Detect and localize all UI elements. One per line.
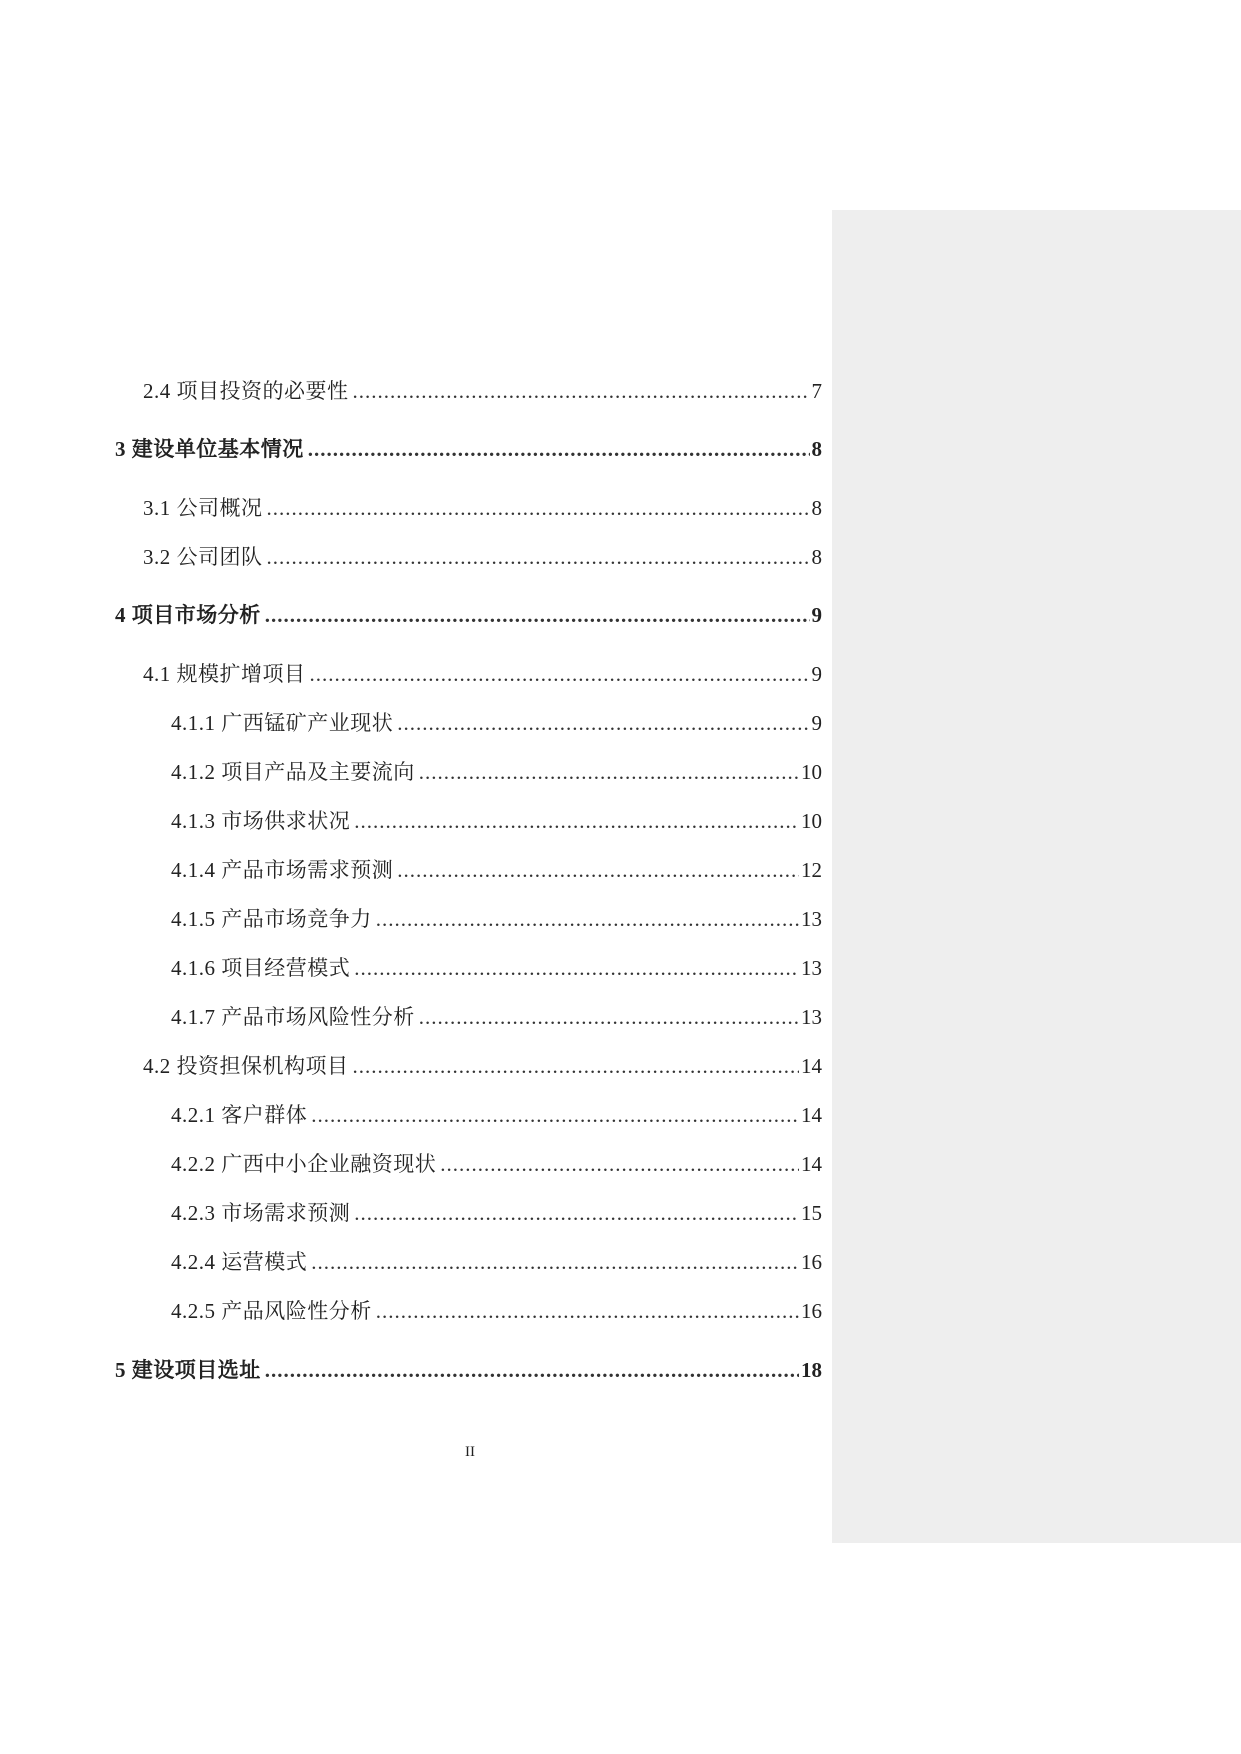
toc-entry-label: 4.2.1 客户群体 bbox=[171, 1103, 308, 1127]
toc-entry-label: 4.2.3 市场需求预测 bbox=[171, 1201, 351, 1225]
toc-entry-4-2-5[interactable] bbox=[0, 1290, 822, 1324]
toc-entry-label: 4.1.5 产品市场竞争力 bbox=[171, 907, 372, 931]
toc-entry-page: 8 bbox=[811, 437, 822, 461]
toc-entry-page: 13 bbox=[801, 907, 822, 931]
toc-entry-4-1-7[interactable] bbox=[0, 996, 822, 1030]
toc-dot-leader bbox=[397, 857, 799, 883]
toc-entry-2-4[interactable] bbox=[0, 370, 822, 404]
toc-entry-3[interactable] bbox=[0, 428, 822, 462]
toc-dot-leader bbox=[419, 759, 799, 785]
toc-entry-label: 4.1.6 项目经营模式 bbox=[171, 956, 351, 980]
toc-entry-4[interactable] bbox=[0, 594, 822, 628]
toc-entry-label: 4.1.3 市场供求状况 bbox=[171, 809, 351, 833]
toc-dot-leader bbox=[440, 1151, 799, 1177]
toc-entry-page: 9 bbox=[811, 711, 822, 735]
toc-entry-page: 8 bbox=[811, 496, 822, 520]
toc-entry-4-2-3[interactable] bbox=[0, 1192, 822, 1226]
toc-entry-page: 8 bbox=[811, 545, 822, 569]
toc-dot-leader bbox=[267, 495, 810, 521]
toc-entry-label: 4.2.4 运营模式 bbox=[171, 1250, 308, 1274]
toc-dot-leader bbox=[265, 1357, 799, 1383]
toc-entry-4-1-6[interactable] bbox=[0, 947, 822, 981]
toc-dot-leader bbox=[308, 436, 810, 462]
toc-dot-leader bbox=[265, 602, 810, 628]
toc-entry-label: 4 项目市场分析 bbox=[115, 603, 261, 627]
toc-entry-4-2[interactable] bbox=[0, 1045, 822, 1079]
toc-entry-4-1[interactable] bbox=[0, 653, 822, 687]
toc-dot-leader bbox=[354, 1200, 799, 1226]
toc-entry-4-2-4[interactable] bbox=[0, 1241, 822, 1275]
toc-entry-page: 10 bbox=[801, 809, 822, 833]
toc-entry-4-1-1[interactable] bbox=[0, 702, 822, 736]
toc-entry-label: 2.4 项目投资的必要性 bbox=[143, 379, 349, 403]
toc-entry-label: 5 建设项目选址 bbox=[115, 1358, 261, 1382]
toc-entry-page: 9 bbox=[811, 603, 822, 627]
toc-entry-4-1-2[interactable] bbox=[0, 751, 822, 785]
toc-entry-label: 3.2 公司团队 bbox=[143, 545, 263, 569]
toc-dot-leader bbox=[311, 1249, 799, 1275]
toc-dot-leader bbox=[353, 378, 810, 404]
toc-entry-page: 14 bbox=[801, 1103, 822, 1127]
toc-entry-label: 3 建设单位基本情况 bbox=[115, 437, 304, 461]
toc-entry-4-1-3[interactable] bbox=[0, 800, 822, 834]
toc-entry-page: 18 bbox=[801, 1358, 822, 1382]
toc-entry-3-2[interactable] bbox=[0, 536, 822, 570]
toc-entry-4-2-1[interactable] bbox=[0, 1094, 822, 1128]
comment-margin-panel bbox=[832, 210, 1241, 1543]
toc-entry-page: 10 bbox=[801, 760, 822, 784]
toc-entry-3-1[interactable] bbox=[0, 487, 822, 521]
toc-entry-label: 4.1 规模扩增项目 bbox=[143, 662, 306, 686]
toc-dot-leader bbox=[376, 906, 799, 932]
toc-dot-leader bbox=[397, 710, 809, 736]
toc-entry-label: 4.2 投资担保机构项目 bbox=[143, 1054, 349, 1078]
toc-entry-label: 4.1.7 产品市场风险性分析 bbox=[171, 1005, 415, 1029]
toc-entry-4-1-4[interactable] bbox=[0, 849, 822, 883]
toc-entry-4-2-2[interactable] bbox=[0, 1143, 822, 1177]
toc-entry-5[interactable] bbox=[0, 1349, 822, 1383]
toc-entry-page: 7 bbox=[811, 379, 822, 403]
toc-entry-label: 4.1.2 项目产品及主要流向 bbox=[171, 760, 415, 784]
toc-entry-page: 13 bbox=[801, 956, 822, 980]
toc-entry-label: 4.1.1 广西锰矿产业现状 bbox=[171, 711, 394, 735]
toc-entry-label: 4.2.5 产品风险性分析 bbox=[171, 1299, 372, 1323]
toc-entry-page: 16 bbox=[801, 1299, 822, 1323]
page-number: II bbox=[465, 1444, 475, 1460]
toc-entry-page: 12 bbox=[801, 858, 822, 882]
toc-entry-page: 14 bbox=[801, 1054, 822, 1078]
toc-dot-leader bbox=[419, 1004, 799, 1030]
toc-dot-leader bbox=[376, 1298, 799, 1324]
toc-entry-4-1-5[interactable] bbox=[0, 898, 822, 932]
toc-entry-page: 14 bbox=[801, 1152, 822, 1176]
toc-entry-label: 4.2.2 广西中小企业融资现状 bbox=[171, 1152, 437, 1176]
toc-dot-leader bbox=[267, 544, 810, 570]
toc-entry-label: 4.1.4 产品市场需求预测 bbox=[171, 858, 394, 882]
toc-dot-leader bbox=[354, 808, 799, 834]
toc-entry-page: 16 bbox=[801, 1250, 822, 1274]
toc-dot-leader bbox=[310, 661, 810, 687]
toc-entry-page: 9 bbox=[811, 662, 822, 686]
toc-dot-leader bbox=[354, 955, 799, 981]
toc-dot-leader bbox=[311, 1102, 799, 1128]
toc-entry-page: 13 bbox=[801, 1005, 822, 1029]
toc-dot-leader bbox=[353, 1053, 800, 1079]
toc-entry-label: 3.1 公司概况 bbox=[143, 496, 263, 520]
toc-entry-page: 15 bbox=[801, 1201, 822, 1225]
